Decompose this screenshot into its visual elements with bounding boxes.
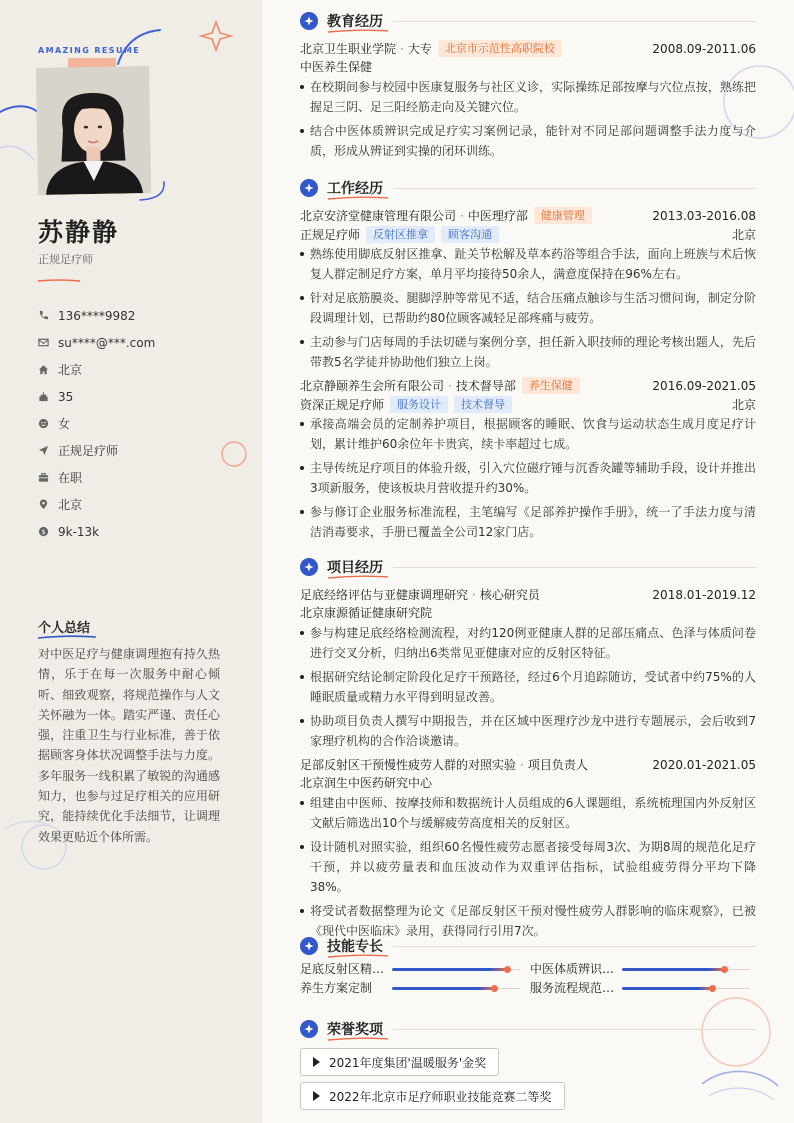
contact-item: [38, 410, 155, 437]
award-text: 2022年北京市足疗师职业技能竞赛二等奖: [329, 1089, 552, 1104]
summary-text: 对中医足疗与健康调理抱有持久热情，乐于在每一次服务中耐心倾听、细致观察，将规范操作与人文关怀融为一体。踏实严谨、责任心强，注重卫生与行业标准，善于依据顾客身体状况调整手法与力度。多年服务一线积累了敏锐的沟通感知力，也参与过足疗相关的应用研究，能持续优化手法细节，让调理效果更贴近个体所需。: [38, 647, 220, 844]
decorative-circle: [218, 438, 250, 470]
department: 技术督导部: [455, 379, 516, 393]
job-header-row: 北京静颐养生会所有限公司 · 技术督导部 养生保健 2016.09-2021.05: [300, 378, 756, 393]
job-position: 资深正规足疗师: [300, 398, 385, 412]
section-icon: [300, 12, 318, 30]
mail-icon: [38, 337, 58, 348]
contact-text: 正规足疗师: [58, 444, 119, 458]
department: 中医理疗部: [467, 209, 528, 223]
gender-icon: [38, 418, 58, 429]
list-item: 熟练使用脚底反射区推拿、趾关节松解及草本药浴等组合手法，面向上班族与术后恢复人群定制足疗方案，单月平均接待50余人，满意度保持在96%左右。: [300, 244, 756, 284]
candidate-name: 苏静静: [38, 218, 120, 247]
education-header-row: 北京卫生职业学院 · 大专 北京市示范性高职院校 2008.09-2011.06: [300, 41, 756, 56]
briefcase-icon: [38, 472, 58, 483]
contact-text: 在职: [58, 471, 83, 485]
sidebar: [0, 0, 262, 1123]
job-entry: [300, 376, 756, 542]
skill-item: [300, 960, 530, 977]
project-header-row: 足底经络评估与亚健康调理研究 · 核心研究员 2018.01-2019.12: [300, 587, 756, 602]
home-icon: [38, 364, 58, 375]
skill-bar: [392, 966, 520, 972]
section-divider: [393, 946, 756, 947]
education-section: [300, 10, 756, 165]
section-title: 项目经历: [327, 560, 383, 576]
skill-bar-fill: [622, 968, 724, 971]
brand-mark: AMAZING RESUME: [38, 46, 141, 55]
award-list: [300, 1048, 756, 1116]
section-icon: [300, 1020, 318, 1038]
skill-bar: [392, 985, 520, 991]
candidate-title: 正规足疗师: [38, 253, 93, 266]
list-item: 将受试者数据整理为论文《足部反射区干预对慢性疲劳人群影响的临床观察》，已被《现代中医临床》录用，获得同行引用7次。: [300, 901, 756, 941]
job-city: 北京: [731, 228, 756, 242]
section-underline: [328, 1036, 388, 1042]
contact-item: [38, 437, 155, 464]
project-org: 北京润生中医药研究中心: [300, 776, 433, 790]
skills-section: [300, 935, 756, 996]
project-bullets: [300, 793, 756, 941]
section-divider: [393, 567, 756, 568]
list-item: 参与修订企业服务标准流程，主笔编写《足部养护操作手册》，统一了手法力度与清洁消毒要求，手册已覆盖全公司12家门店。: [300, 502, 756, 542]
project-name: 足底经络评估与亚健康调理研究: [300, 588, 469, 602]
section-underline: [328, 574, 388, 580]
skill-bar-fill: [392, 968, 507, 971]
skill-name: 服务流程规范…: [530, 981, 615, 995]
section-underline: [328, 28, 388, 34]
contact-list: [38, 302, 155, 545]
main-content: [262, 0, 794, 1123]
school-name: 北京卫生职业学院: [300, 42, 397, 56]
skill-item: [300, 979, 530, 996]
skill-name: 足底反射区精…: [300, 962, 385, 976]
project-entry: [300, 585, 756, 751]
contact-text: su****@***.com: [58, 335, 156, 350]
section-title: 教育经历: [327, 14, 383, 30]
industry-tag: 健康管理: [534, 207, 592, 224]
skill-bar-knob: [721, 966, 728, 973]
skill-name: 中医体质辨识…: [530, 962, 615, 976]
contact-text: 35: [58, 389, 74, 404]
award-item: [300, 1048, 499, 1076]
company-name: 北京安济堂健康管理有限公司: [300, 209, 457, 223]
project-name: 足部反射区干预慢性疲劳人群的对照实验: [300, 758, 517, 772]
skill-item: [530, 960, 756, 977]
section-header: [300, 1018, 756, 1040]
location-icon: [38, 499, 58, 510]
job-period: 2013.03-2016.08: [652, 208, 756, 223]
svg-text:$: $: [41, 527, 46, 536]
project-role: 项目负责人: [527, 758, 588, 772]
list-item: 主导传统足疗项目的体验升级，引入穴位磁疗锤与沉香灸罐等辅助手段，设计并推出3项新服务，使该板块月营收提升约30%。: [300, 458, 756, 498]
section-underline: [328, 953, 388, 959]
contact-item: [38, 329, 155, 356]
contact-item: [38, 491, 155, 518]
awards-section: [300, 1018, 756, 1116]
job-position-row: [300, 225, 756, 244]
list-item: 在校期间参与校园中医康复服务与社区义诊，实际操练足部按摩与穴位点按，熟练把握足三阴、足三阳经筋走向及关键穴位。: [300, 77, 756, 117]
section-title: 荣誉奖项: [327, 1022, 383, 1038]
work-section: [300, 177, 756, 546]
play-icon: [313, 1091, 320, 1101]
skill-bar-knob: [709, 985, 716, 992]
contact-text: 北京: [58, 363, 83, 377]
job-city: 北京: [731, 398, 756, 412]
project-bullets: [300, 623, 756, 751]
skill-bar: [622, 985, 750, 991]
list-item: 针对足底筋膜炎、腿脚浮肿等常见不适，结合压痛点触诊与生活习惯问询，制定分阶段调理计划，已帮助约80位顾客减轻足部疼痛与疲劳。: [300, 288, 756, 328]
list-item: 协助项目负责人撰写中期报告，并在区域中医理疗沙龙中进行专题展示，会后收到7家理疗机构的合作洽谈邀请。: [300, 711, 756, 751]
skill-bar-knob: [491, 985, 498, 992]
job-entry: [300, 206, 756, 372]
list-item: 组建由中医师、按摩技师和数据统计人员组成的6人课题组，系统梳理国内外反射区文献后筛选出10个与缓解疲劳高度相关的反射区。: [300, 793, 756, 833]
list-item: 设计随机对照实验，组织60名慢性疲劳志愿者接受每周3次、为期8周的规范化足疗干预，并以疲劳量表和血压波动作为双重评估指标，试验组疲劳得分平均下降38%。: [300, 837, 756, 897]
contact-text: 9k-13k: [58, 524, 100, 539]
school-tag: 北京市示范性高职院校: [438, 40, 562, 57]
skill-grid: [300, 960, 756, 996]
job-position: 正规足疗师: [300, 228, 361, 242]
major: 中医养生保健: [300, 60, 373, 74]
section-divider: [393, 21, 756, 22]
project-header-row: 足部反射区干预慢性疲劳人群的对照实验 · 项目负责人 2020.01-2021.05: [300, 757, 756, 772]
contact-item: [38, 383, 155, 410]
industry-tag: 养生保健: [522, 377, 580, 394]
contact-item: [38, 464, 155, 491]
section-header: [300, 556, 756, 578]
summary-underline: [38, 634, 96, 640]
phone-icon: [38, 310, 58, 321]
skill-bar-knob: [504, 966, 511, 973]
job-position-row: [300, 395, 756, 414]
skill-tag: 技术督导: [454, 396, 512, 413]
section-header: [300, 177, 756, 199]
education-bullets: [300, 77, 756, 161]
project-period: 2018.01-2019.12: [652, 587, 756, 602]
section-icon: [300, 179, 318, 197]
list-item: 结合中医体质辨识完成足疗实习案例记录，能针对不同足部问题调整手法力度与介质，形成从辨证到实操的闭环训练。: [300, 121, 756, 161]
contact-item: [38, 302, 155, 329]
list-item: 根据研究结论制定阶段化足疗干预路径，经过6个月追踪随访，受试者中约75%的人睡眠质量或精力水平得到明显改善。: [300, 667, 756, 707]
project-period: 2020.01-2021.05: [652, 757, 756, 772]
skill-name: 养生方案定制: [300, 981, 373, 995]
job-period: 2016.09-2021.05: [652, 378, 756, 393]
skill-bar-fill: [622, 987, 712, 990]
project-entry: [300, 755, 756, 941]
skill-tag: 顾客沟通: [441, 226, 499, 243]
section-title: 技能专长: [327, 939, 383, 955]
cake-icon: [38, 391, 58, 402]
job-bullets: [300, 414, 756, 542]
project-role: 核心研究员: [479, 588, 540, 602]
section-divider: [393, 1029, 756, 1030]
degree: 大专: [407, 42, 432, 56]
contact-text: 136****9982: [58, 308, 136, 323]
list-item: 主动参与门店每周的手法切磋与案例分享，担任新入职技师的理论考核出题人，先后带教5名学徒并协助他们独立上岗。: [300, 332, 756, 372]
section-title: 工作经历: [327, 181, 383, 197]
contact-text: 女: [58, 417, 71, 431]
send-icon: [38, 445, 58, 456]
projects-section: [300, 556, 756, 945]
skill-bar: [622, 966, 750, 972]
section-header: [300, 935, 756, 957]
award-item: [300, 1082, 565, 1110]
section-icon: [300, 937, 318, 955]
skill-tag: 服务设计: [390, 396, 448, 413]
award-text: 2021年度集团'温暖服务'金奖: [329, 1055, 487, 1070]
section-underline: [328, 195, 388, 201]
contact-text: 北京: [58, 498, 83, 512]
section-header: [300, 10, 756, 32]
list-item: 参与构建足底经络检测流程，对约120例亚健康人群的足部压痛点、色泽与体质问卷进行交叉分析，归纳出6类常见亚健康对应的反射区特征。: [300, 623, 756, 663]
skill-tag: 反射区推拿: [366, 226, 435, 243]
project-org: 北京康源循证健康研究院: [300, 606, 433, 620]
play-icon: [313, 1057, 320, 1067]
section-icon: [300, 558, 318, 576]
salary-icon: [38, 526, 58, 537]
contact-item: [38, 518, 155, 545]
job-bullets: [300, 244, 756, 372]
name-underline: [38, 279, 80, 282]
skill-bar-fill: [392, 987, 494, 990]
section-divider: [393, 188, 756, 189]
contact-item: [38, 356, 155, 383]
list-item: 承接高端会员的定制养护项目，根据顾客的睡眠、饮食与运动状态生成月度足疗计划，累计维护60余位年卡贵宾，续卡率超过七成。: [300, 414, 756, 454]
summary-title: 个人总结: [38, 621, 91, 636]
company-name: 北京静颐养生会所有限公司: [300, 379, 445, 393]
job-header-row: 北京安济堂健康管理有限公司 · 中医理疗部 健康管理 2013.03-2016.08: [300, 208, 756, 223]
avatar: [36, 66, 151, 195]
education-period: 2008.09-2011.06: [652, 41, 756, 56]
skill-item: [530, 979, 756, 996]
